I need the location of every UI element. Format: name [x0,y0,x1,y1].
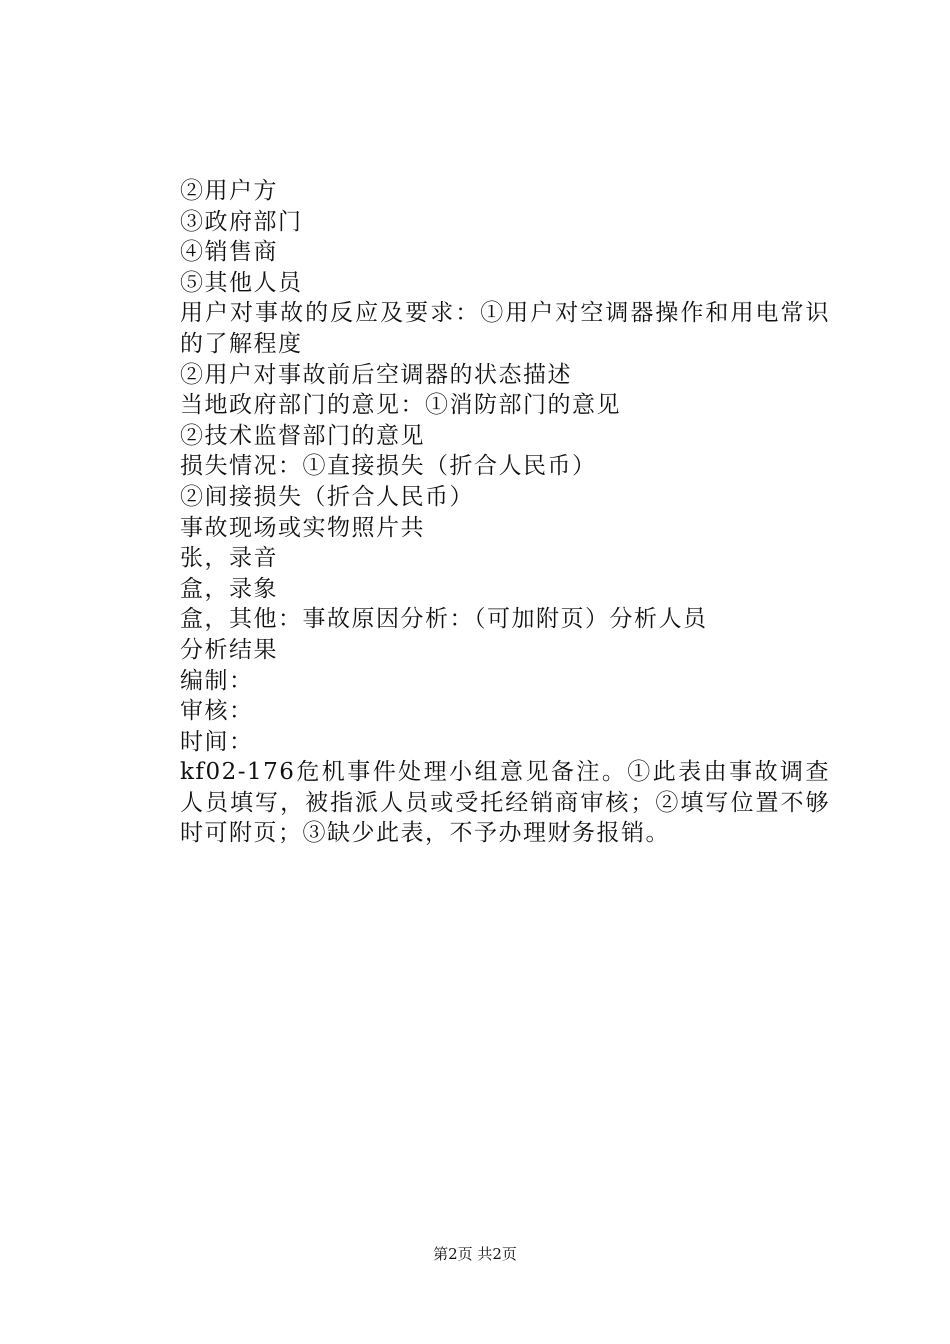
text-line: 当地政府部门的意见：①消防部门的意见 [180,392,621,419]
text-paragraph: kf02-176危机事件处理小组意见备注。①此表由事故调查人员填写，被指派人员或受托经销商审核；②填写位置不够时可附页；③缺少此表，不予办理财务报销。 [180,759,830,847]
text-line: ③政府部门 [180,208,303,235]
text-paragraph: 用户对事故的反应及要求：①用户对空调器操作和用电常识的了解程度 [180,300,830,357]
text-line: ④销售商 [180,239,278,266]
text-line: 盒，其他：事故原因分析：（可加附页）分析人员 [180,606,708,633]
text-line: ⑤其他人员 [180,269,303,296]
text-line: 损失情况：①直接损失（折合人民币） [180,453,597,480]
text-line: 事故现场或实物照片共 [180,514,425,541]
text-line: ②用户对事故前后空调器的状态描述 [180,361,572,388]
text-line: ②技术监督部门的意见 [180,422,425,449]
document-body [130,176,830,849]
text-line: ②间接损失（折合人民币） [180,483,474,510]
text-line: 编制： [180,667,254,694]
text-line: 盒，录象 [180,575,278,602]
text-line: 分析结果 [180,636,278,663]
page-footer: 第2页 共2页 [433,1245,517,1263]
text-line: 审核： [180,698,254,725]
text-line: 时间： [180,728,254,755]
text-line: ②用户方 [180,178,278,204]
text-line: 张，录音 [180,545,278,572]
